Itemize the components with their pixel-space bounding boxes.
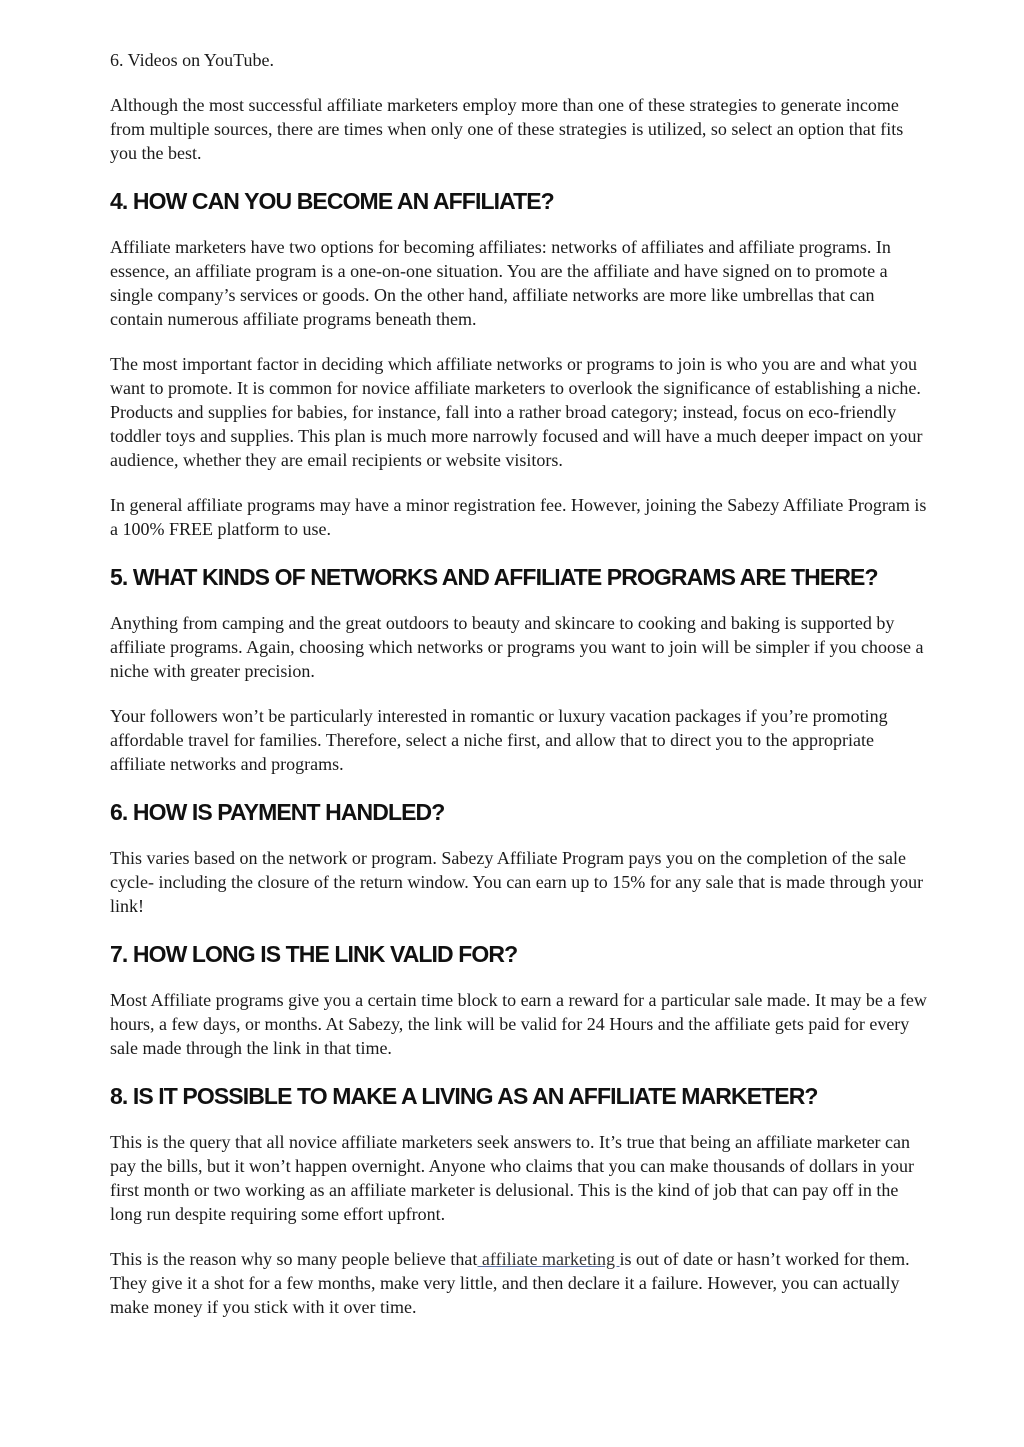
document-page [110, 48, 930, 1340]
heading-payment: 6. HOW IS PAYMENT HANDLED? [110, 799, 445, 825]
heading-link-validity: 7. HOW LONG IS THE LINK VALID FOR? [110, 941, 518, 967]
heading-kinds-of-networks: 5. WHAT KINDS OF NETWORKS AND AFFILIATE PROGRAMS ARE THERE? [110, 564, 878, 590]
heading-become-affiliate: 4. HOW CAN YOU BECOME AN AFFILIATE? [110, 188, 554, 214]
paragraph: Most Affiliate programs give you a certain time block to earn a reward for a particular sale made. It may be a few hours, a few days, or months. At Sabezy, the link will be valid for 24 Hours and the affiliate gets paid for every sale made through the link in that time. [110, 990, 927, 1058]
affiliate-marketing-link[interactable]: affiliate marketing [477, 1249, 620, 1269]
paragraph: The most important factor in deciding which affiliate networks or programs to join is who you are and what you want to promote. It is common for novice affiliate marketers to overlook the significance of establishing a niche. Products and supplies for babies, for instance, fall into a rather broad category; instead, focus on eco-friendly toddler toys and supplies. This plan is much more narrowly focused and will have a much deeper impact on your audience, whether they are email recipients or website visitors. [110, 354, 923, 470]
intro-paragraph: Although the most successful affiliate marketers employ more than one of these strategies to generate income from multiple sources, there are times when only one of these strategies is utilized, so select an option that fits you the best. [110, 95, 904, 163]
heading-make-a-living: 8. IS IT POSSIBLE TO MAKE A LIVING AS AN AFFILIATE MARKETER? [110, 1083, 818, 1109]
paragraph: Your followers won’t be particularly interested in romantic or luxury vacation packages if you’re promoting affordable travel for families. Therefore, select a niche first, and allow that to direct you to the appropriate affiliate networks and programs. [110, 706, 888, 774]
paragraph: In general affiliate programs may have a minor registration fee. However, joining the Sabezy Affiliate Program is a 100% FREE platform to use. [110, 495, 927, 539]
paragraph-with-link [110, 1247, 930, 1319]
paragraph-text-before-link: This is the reason why so many people believe that [110, 1249, 478, 1269]
paragraph: This is the query that all novice affiliate marketers seek answers to. It’s true that being an affiliate marketer can pay the bills, but it won’t happen overnight. Anyone who claims that you can make thousands of dollars in your first month or two working as an affiliate marketer is delusional. This is the kind of job that can pay off in the long run despite requiring some effort upfront. [110, 1132, 915, 1224]
paragraph: Anything from camping and the great outdoors to beauty and skincare to cooking and baking is supported by affiliate programs. Again, choosing which networks or programs you want to join will be simpler if you choose a niche with greater precision. [110, 613, 924, 681]
paragraph-text-after-link: is out of date or hasn’t worked for them. They give it a shot for a few months, make very little, and then declare it a failure. However, you can actually make money if you stick with it over time. [110, 1249, 910, 1317]
paragraph: Affiliate marketers have two options for becoming affiliates: networks of affiliates and affiliate programs. In essence, an affiliate program is a one-on-one situation. You are the affiliate and have signed on to promote a single company’s services or goods. On the other hand, affiliate networks are more like umbrellas that can contain numerous affiliate programs beneath them. [110, 237, 891, 329]
paragraph: This varies based on the network or program. Sabezy Affiliate Program pays you on the completion of the sale cycle- including the closure of the return window. You can earn up to 15% for any sale that is made through your link! [110, 848, 924, 916]
list-item-videos: 6. Videos on YouTube. [110, 50, 274, 70]
